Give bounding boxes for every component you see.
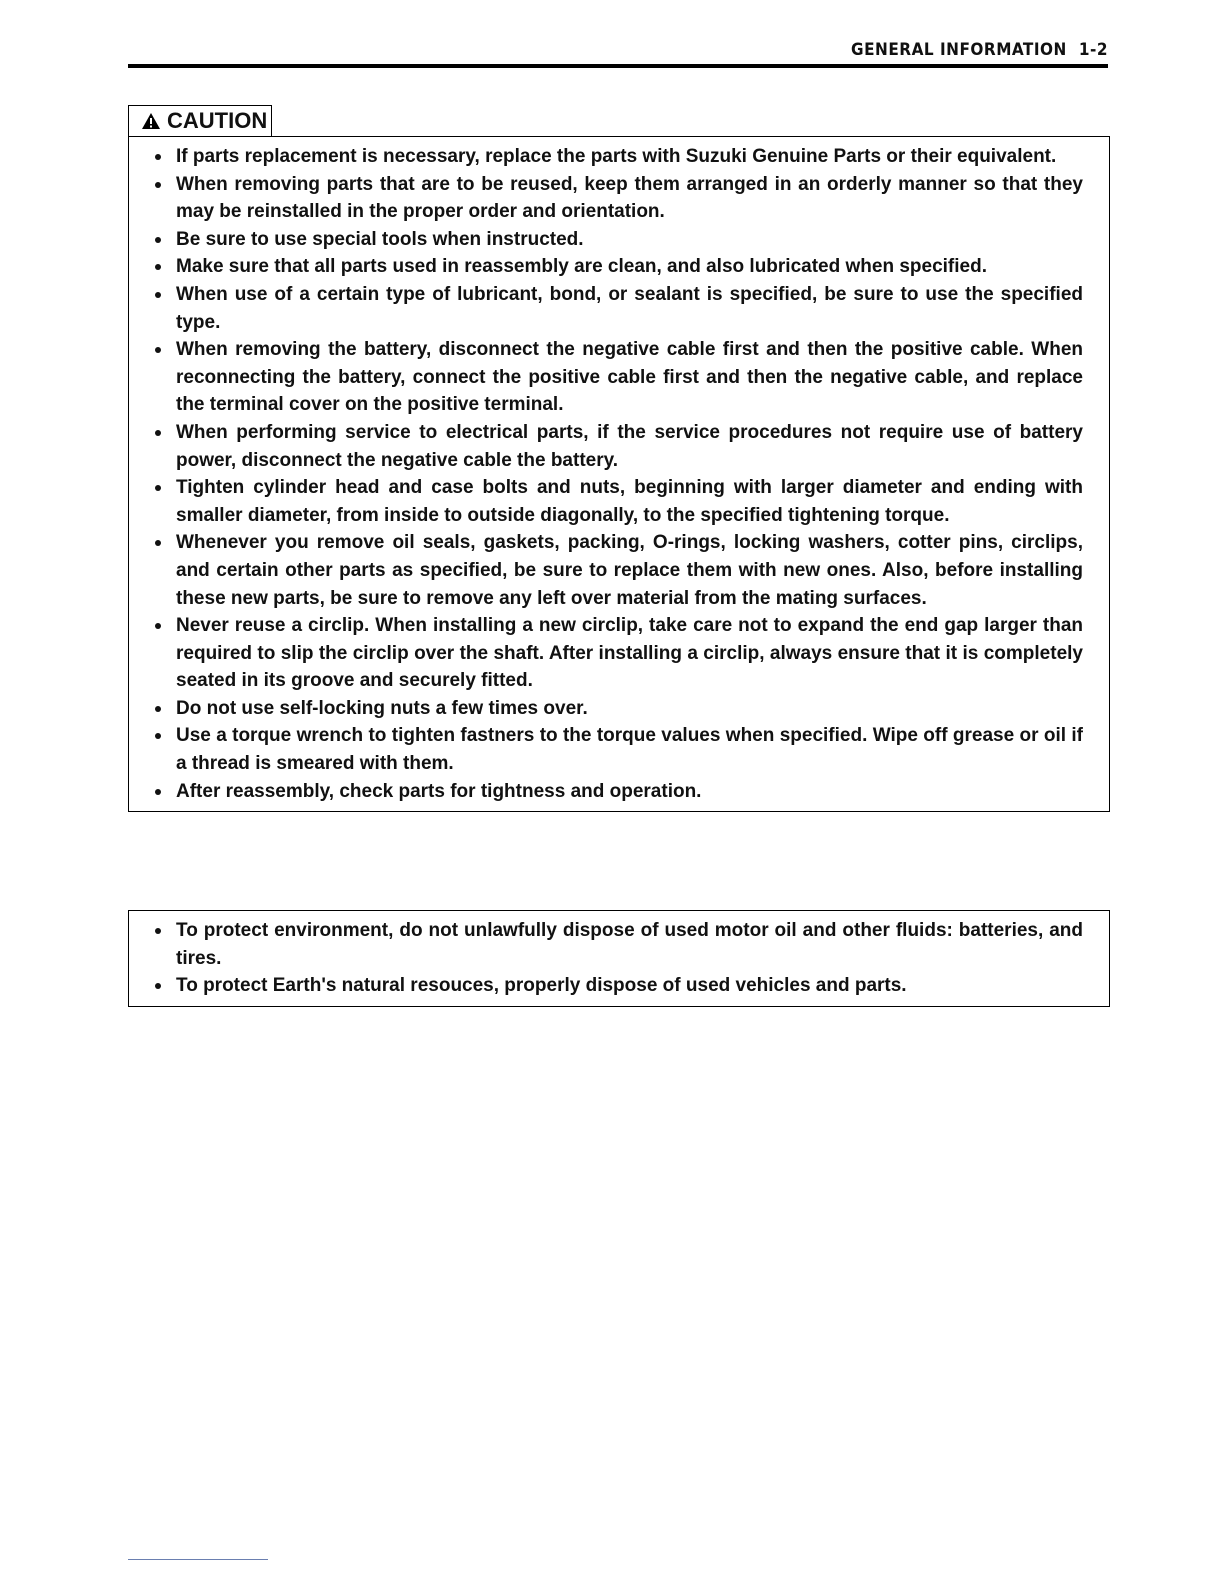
footer-rule	[128, 1559, 268, 1560]
list-item: When performing service to electrical parts, if the service procedures not require use of battery power, disconnect the negative cable the battery.	[149, 419, 1083, 474]
list-item: Never reuse a circlip. When installing a new circlip, take care not to expand the end gap larger than required to slip the circlip over the shaft. After installing a circlip, always ensure that it is completely seated in its groove and securely fitted.	[149, 612, 1083, 695]
list-item: If parts replacement is necessary, replace the parts with Suzuki Genuine Parts or their equivalent.	[149, 143, 1083, 171]
list-item: When removing the battery, disconnect the negative cable first and then the positive cable. When reconnecting the battery, connect the positive cable first and then the negative cable, and replace the terminal cover on the positive terminal.	[149, 336, 1083, 419]
header-text	[851, 40, 1108, 60]
page-number: 1-2	[1078, 40, 1108, 60]
list-item: Use a torque wrench to tighten fastners to the torque values when specified. Wipe off grease or oil if a thread is smeared with them.	[149, 722, 1083, 777]
list-item: When removing parts that are to be reused, keep them arranged in an orderly manner so that they may be reinstalled in the proper order and orientation.	[149, 171, 1083, 226]
warning-triangle-icon	[141, 112, 161, 130]
list-item: Whenever you remove oil seals, gaskets, packing, O-rings, locking washers, cotter pins, circlips, and certain other parts as specified, be sure to replace them with new ones. Also, before installing these new parts, be sure to remove any left over material from the mating surfaces.	[149, 529, 1083, 612]
list-item: Be sure to use special tools when instructed.	[149, 226, 1083, 254]
list-item: When use of a certain type of lubricant, bond, or sealant is specified, be sure to use the specified type.	[149, 281, 1083, 336]
list-item: Make sure that all parts used in reassembly are clean, and also lubricated when specified.	[149, 253, 1083, 281]
section-title: GENERAL INFORMATION	[851, 40, 1067, 60]
list-item: After reassembly, check parts for tightness and operation.	[149, 778, 1083, 806]
list-item: To protect environment, do not unlawfully dispose of used motor oil and other fluids: batteries, and tires.	[149, 917, 1083, 972]
caution-label	[128, 105, 272, 137]
environment-list	[149, 917, 1083, 1000]
list-item: Tighten cylinder head and case bolts and nuts, beginning with larger diameter and ending with smaller diameter, from inside to outside diagonally, to the specified tightening torque.	[149, 474, 1083, 529]
list-item: Do not use self-locking nuts a few times over.	[149, 695, 1083, 723]
caution-list	[149, 143, 1083, 805]
caution-box	[128, 136, 1110, 812]
list-item: To protect Earth's natural resouces, properly dispose of used vehicles and parts.	[149, 972, 1083, 1000]
caution-text: CAUTION	[167, 108, 268, 133]
page-header	[128, 38, 1108, 68]
environment-box	[128, 910, 1110, 1007]
